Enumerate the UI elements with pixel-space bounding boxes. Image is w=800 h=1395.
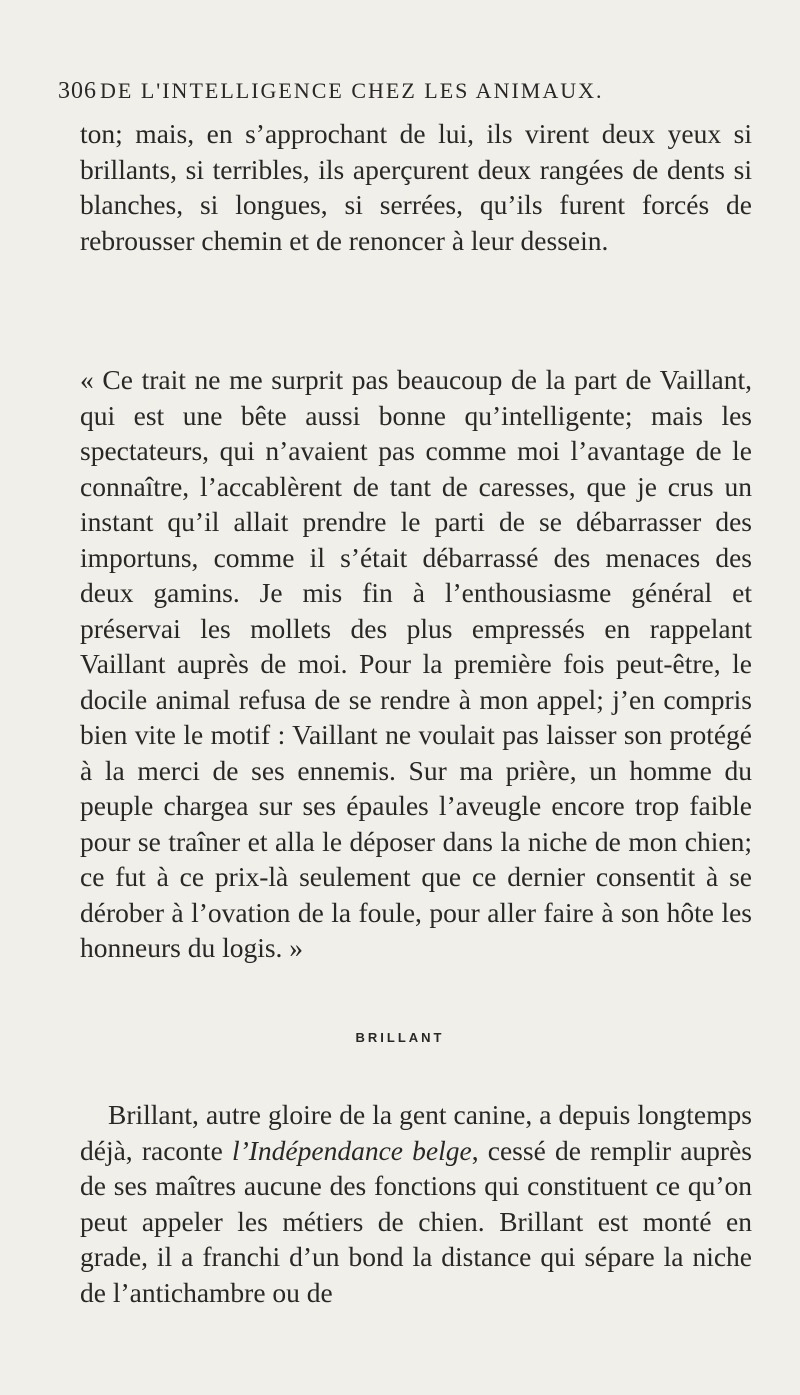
text-run: Brillant, autre gloire de la gent canine, a depuis longtemps déjà, raconte xyxy=(80,1099,752,1166)
paragraph-quote xyxy=(80,362,752,966)
page-header xyxy=(58,78,748,108)
text-run: , cessé de remplir auprès de ses maîtres aucune des fonctions qui constituent ce qu’on peut appeler les métiers de chien. Brillant est monté en grade, il a franchi d’un bond la distance qui sépare la niche de l’antichambre ou de xyxy=(80,1134,752,1308)
paragraph-brillant xyxy=(80,1097,752,1310)
paragraph-continuation xyxy=(80,116,752,258)
running-title: DE L'INTELLIGENCE CHEZ LES ANIMAUX. xyxy=(100,78,604,103)
section-title: BRILLANT xyxy=(355,1030,445,1045)
paragraph-text: « Ce trait ne me surprit pas beaucoup de la part de Vaillant, qui est une bête aussi bonne qu’intelligente; mais les spectateurs, qui n’avaient pas comme moi l’avantage de le connaître, l’accablèrent de tant de caresses, que je crus un instant qu’il allait prendre le parti de se débarrasser des importuns, comme il s’était débarrassé des menaces des deux gamins. Je mis fin à l’enthousiasme général et préservai les mollets des plus empressés en rappelant Vaillant auprès de moi. Pour la première fois peut-être, le docile animal refusa de se rendre à mon appel; j’en compris bien vite le motif : Vaillant ne voulait pas laisser son protégé à la merci de ses ennemis. Sur ma prière, un homme du peuple chargea sur ses épaules l’aveugle encore trop faible pour se traîner et alla le déposer dans la niche de mon chien; ce fut à ce prix-là seulement que ce dernier consentit à se dérober à l’ovation de la foule, pour aller faire à son hôte les honneurs du logis. » xyxy=(80,364,752,963)
page-number: 306 xyxy=(58,78,97,104)
paragraph-text xyxy=(80,1097,752,1310)
paragraph-text: ton; mais, en s’approchant de lui, ils virent deux yeux si brillants, si terribles, ils aperçurent deux rangées de dents si blanches, si longues, si serrées, qu’ils furent forcés de rebrousser chemin et de renoncer à leur dessein. xyxy=(80,118,752,256)
newspaper-title: l’Indépendance belge xyxy=(231,1134,472,1166)
